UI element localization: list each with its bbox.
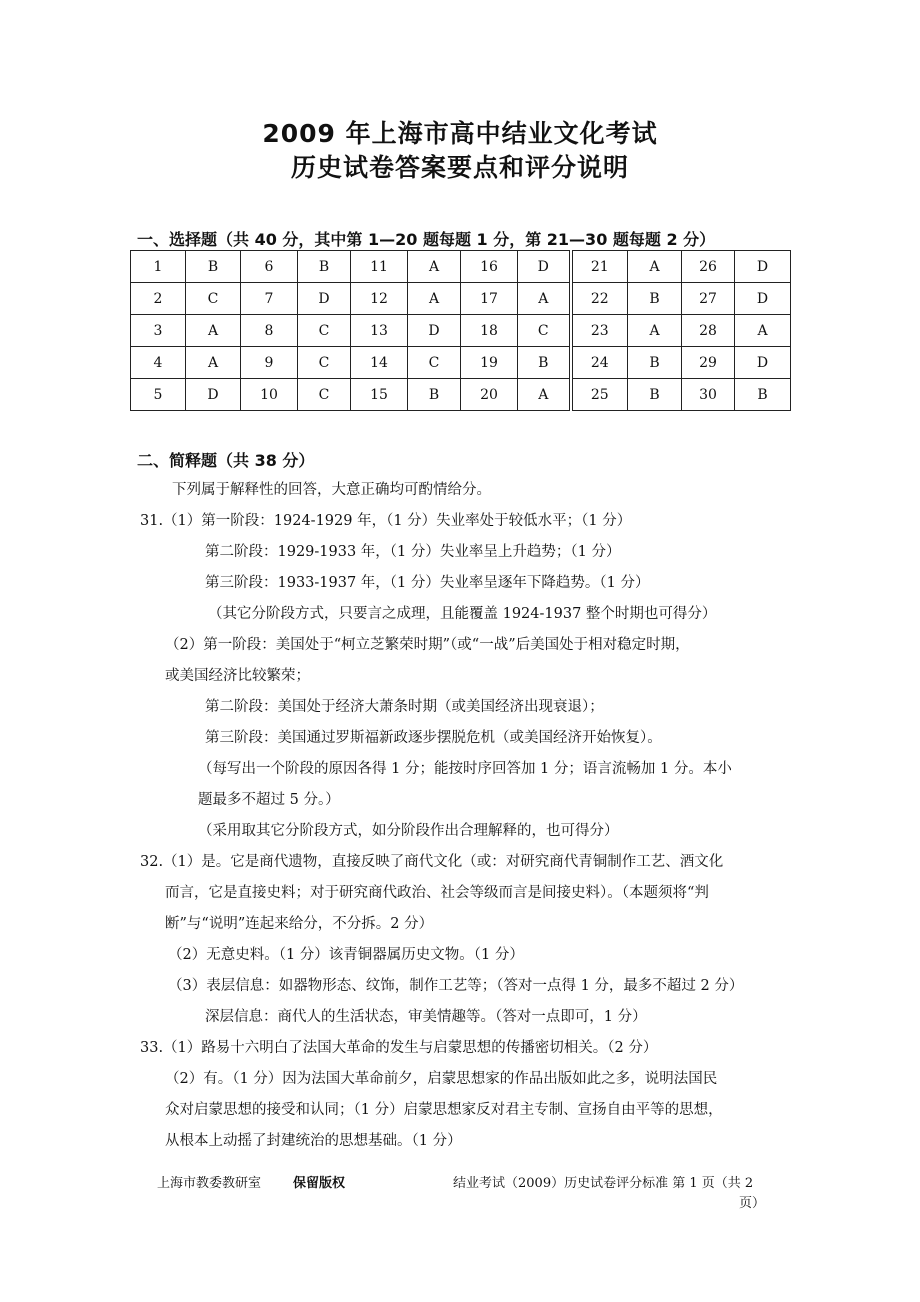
answer-cell: D — [408, 315, 461, 347]
question-number-cell: 7 — [241, 283, 298, 315]
answer-cell: C — [298, 347, 351, 379]
question-number-cell: 19 — [461, 347, 518, 379]
answer-cell: A — [186, 347, 241, 379]
answer-cell: C — [408, 347, 461, 379]
answer-cell: D — [735, 251, 791, 283]
question-number-cell: 21 — [571, 251, 628, 283]
question-number-cell: 22 — [571, 283, 628, 315]
question-number-cell: 13 — [351, 315, 408, 347]
answer-cell: B — [628, 283, 682, 315]
q32-3-line: （3）表层信息：如器物形态、纹饰，制作工艺等；（答对一点得 1 分，最多不超过 2 分） — [168, 978, 744, 994]
q31-scoring-cont-line: 题最多不超过 5 分。） — [198, 792, 340, 808]
table-row — [131, 315, 791, 347]
question-number-cell: 11 — [351, 251, 408, 283]
q32-3-cont-line: 深层信息：商代人的生活状态，审美情趣等。（答对一点即可，1 分） — [205, 1009, 647, 1025]
answer-cell: A — [518, 379, 571, 411]
answer-cell: B — [518, 347, 571, 379]
answer-cell: A — [735, 315, 791, 347]
q31-2-line: （2）第一阶段：美国处于“柯立芝繁荣时期”（或“一战”后美国处于相对稳定时期， — [165, 637, 690, 653]
question-number-cell: 30 — [682, 379, 735, 411]
question-number-cell: 17 — [461, 283, 518, 315]
section1-heading: 一、选择题（共 40 分，其中第 1—20 题每题 1 分，第 21—30 题每题 2 分） — [137, 230, 716, 249]
question-number-cell: 28 — [682, 315, 735, 347]
answer-cell: A — [408, 283, 461, 315]
question-number-cell: 16 — [461, 251, 518, 283]
section2-heading: 二、简释题（共 38 分） — [137, 451, 315, 470]
question-number-cell: 18 — [461, 315, 518, 347]
answer-cell: D — [735, 283, 791, 315]
answer-cell: B — [735, 379, 791, 411]
answer-cell: A — [628, 315, 682, 347]
question-number-cell: 25 — [571, 379, 628, 411]
answer-cell: B — [186, 251, 241, 283]
answer-cell: B — [408, 379, 461, 411]
q32-1-line: 32.（1）是。它是商代遗物，直接反映了商代文化（或：对研究商代青铜制作工艺、酒文化 — [140, 854, 724, 870]
question-number-cell: 12 — [351, 283, 408, 315]
question-number-cell: 10 — [241, 379, 298, 411]
page-title: 2009 年上海市高中结业文化考试 — [262, 119, 658, 148]
q32-2-line: （2）无意史料。（1 分）该青铜器属历史文物。（1 分） — [168, 947, 524, 963]
question-number-cell: 8 — [241, 315, 298, 347]
table-row — [131, 379, 791, 411]
question-number-cell: 3 — [131, 315, 186, 347]
q31-scoring-line: （每写出一个阶段的原因各得 1 分；能按时序回答加 1 分；语言流畅加 1 分。本小 — [198, 761, 732, 777]
question-number-cell: 29 — [682, 347, 735, 379]
table-row — [131, 283, 791, 315]
answer-cell: D — [735, 347, 791, 379]
footer-page-info-cont: 页） — [739, 1196, 766, 1211]
question-number-cell: 1 — [131, 251, 186, 283]
question-number-cell: 23 — [571, 315, 628, 347]
answer-cell: C — [518, 315, 571, 347]
q31-stage2-line: 第二阶段：1929-1933 年，（1 分）失业率呈上升趋势；（1 分） — [205, 544, 621, 560]
question-number-cell: 9 — [241, 347, 298, 379]
answer-cell: B — [628, 379, 682, 411]
q31-2-cont-line: 或美国经济比较繁荣； — [165, 668, 310, 684]
answer-cell: A — [518, 283, 571, 315]
footer-rights: 保留版权 — [293, 1176, 346, 1191]
answer-cell: A — [628, 251, 682, 283]
question-number-cell: 14 — [351, 347, 408, 379]
answer-cell: A — [408, 251, 461, 283]
question-number-cell: 6 — [241, 251, 298, 283]
question-number-cell: 27 — [682, 283, 735, 315]
q31-2-stage3-line: 第三阶段：美国通过罗斯福新政逐步摆脱危机（或美国经济开始恢复）。 — [205, 730, 662, 746]
q31-stage3-line: 第三阶段：1933-1937 年，（1 分）失业率呈逐年下降趋势。（1 分） — [205, 575, 650, 591]
footer-org: 上海市教委教研室 — [157, 1176, 262, 1191]
question-number-cell: 20 — [461, 379, 518, 411]
q31-1-line: 31.（1）第一阶段：1924-1929 年，（1 分）失业率处于较低水平；（1 分） — [140, 513, 632, 529]
question-number-cell: 15 — [351, 379, 408, 411]
q32-1-cont-line: 而言，它是直接史料；对于研究商代政治、社会等级而言是间接史料）。（本题须将“判 — [165, 885, 709, 901]
q33-2-cont2-line: 从根本上动摇了封建统治的思想基础。（1 分） — [165, 1133, 462, 1149]
answer-cell: A — [186, 315, 241, 347]
question-number-cell: 5 — [131, 379, 186, 411]
q33-1-line: 33.（1）路易十六明白了法国大革命的发生与启蒙思想的传播密切相关。（2 分） — [140, 1040, 658, 1056]
question-number-cell: 4 — [131, 347, 186, 379]
answer-cell: C — [298, 315, 351, 347]
q33-2-line: （2）有。（1 分）因为法国大革命前夕，启蒙思想家的作品出版如此之多，说明法国民 — [165, 1071, 718, 1087]
question-number-cell: 26 — [682, 251, 735, 283]
answer-cell: D — [518, 251, 571, 283]
answer-cell: B — [298, 251, 351, 283]
q32-1-cont2-line: 断”与“说明”连起来给分，不分拆。2 分） — [165, 916, 434, 932]
footer-page-info: 结业考试（2009）历史试卷评分标准 第 1 页（共 2 — [453, 1176, 754, 1191]
answer-table — [130, 250, 791, 411]
answer-cell: C — [298, 379, 351, 411]
q33-2-cont-line: 众对启蒙思想的接受和认同；（1 分）启蒙思想家反对君主专制、宣扬自由平等的思想， — [165, 1102, 723, 1118]
q31-note-line: （其它分阶段方式，只要言之成理，且能覆盖 1924-1937 整个时期也可得分） — [208, 606, 717, 622]
answer-cell: C — [186, 283, 241, 315]
question-number-cell: 2 — [131, 283, 186, 315]
answer-cell: D — [298, 283, 351, 315]
answer-cell: B — [628, 347, 682, 379]
q31-alt-line: （采用取其它分阶段方式，如分阶段作出合理解释的，也可得分） — [198, 823, 619, 839]
table-row — [131, 251, 791, 283]
note-line: 下列属于解释性的回答，大意正确均可酌情给分。 — [172, 482, 491, 498]
page-subtitle: 历史试卷答案要点和评分说明 — [290, 153, 629, 182]
answer-cell: D — [186, 379, 241, 411]
q31-2-stage2-line: 第二阶段：美国处于经济大萧条时期（或美国经济出现衰退）； — [205, 699, 604, 715]
question-number-cell: 24 — [571, 347, 628, 379]
table-row — [131, 347, 791, 379]
